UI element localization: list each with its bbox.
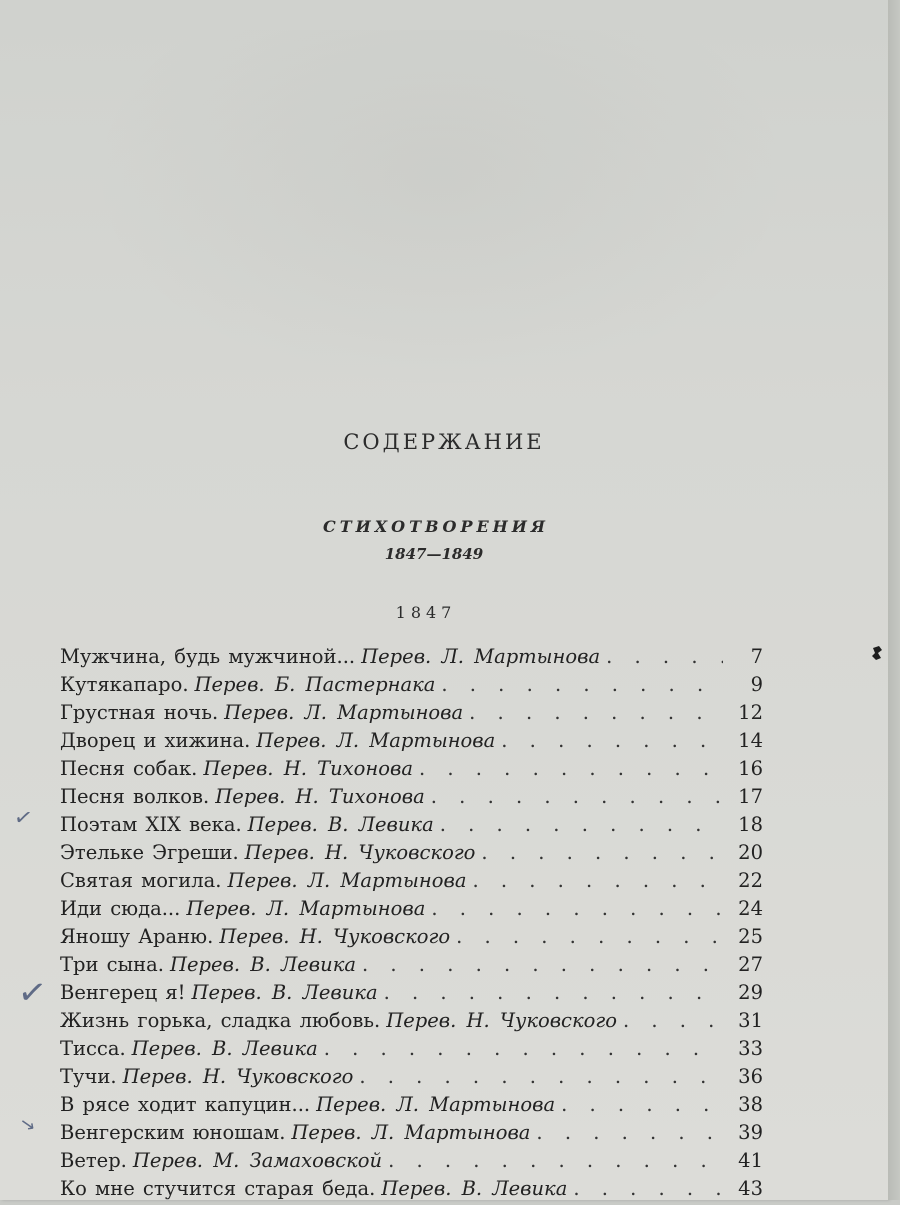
toc-entry-text <box>60 841 475 864</box>
toc-entry-translator: Перев. М. Замаховской <box>132 1149 383 1172</box>
dot-leader <box>388 1149 723 1172</box>
toc-entry <box>60 645 763 673</box>
toc-entry-title: Яношу Араню. <box>60 925 214 948</box>
toc-entry-text <box>60 1121 530 1144</box>
dot-leader <box>359 1065 723 1088</box>
table-of-contents <box>60 645 763 1205</box>
toc-entry <box>60 1177 763 1205</box>
toc-entry-translator: Перев. Л. Мартынова <box>316 1093 556 1116</box>
toc-entry <box>60 1121 763 1149</box>
toc-entry-title: Тисса. <box>60 1037 126 1060</box>
dot-leader <box>440 813 723 836</box>
toc-entry-page: 17 <box>738 785 763 808</box>
toc-entry <box>60 701 763 729</box>
dot-leader <box>469 701 723 724</box>
page-title: СОДЕРЖАНИЕ <box>343 430 545 454</box>
toc-entry-text <box>60 953 356 976</box>
toc-entry-title: Иди сюда... <box>60 897 181 920</box>
section-years: 1847—1849 <box>384 545 484 563</box>
dot-leader <box>384 981 723 1004</box>
toc-entry-translator: Перев. Б. Пастернака <box>194 673 436 696</box>
toc-entry-text <box>60 645 600 668</box>
toc-entry-title: Этельке Эгреши. <box>60 841 239 864</box>
toc-entry-text <box>60 673 435 696</box>
toc-entry-text <box>60 1093 555 1116</box>
year-heading: 1847 <box>395 603 457 622</box>
toc-entry-text <box>60 925 450 948</box>
dot-leader <box>501 729 723 752</box>
toc-entry-page: 36 <box>738 1065 763 1088</box>
toc-entry-page: 9 <box>750 673 763 696</box>
toc-entry-translator: Перев. Л. Мартынова <box>224 701 464 724</box>
toc-entry-page: 18 <box>738 813 763 836</box>
toc-entry-translator: Перев. В. Левика <box>169 953 356 976</box>
toc-entry <box>60 757 763 785</box>
page-edge <box>888 0 900 1200</box>
toc-entry-title: Три сына. <box>60 953 164 976</box>
dot-leader <box>472 869 723 892</box>
toc-entry-text <box>60 757 413 780</box>
toc-entry-page: 24 <box>738 897 763 920</box>
toc-entry-page: 12 <box>738 701 763 724</box>
toc-entry-text <box>60 729 495 752</box>
toc-entry-text <box>60 1037 318 1060</box>
toc-entry-title: Венгерским юношам. <box>60 1121 286 1144</box>
toc-entry <box>60 785 763 813</box>
toc-entry <box>60 841 763 869</box>
toc-entry-translator: Перев. В. Левика <box>247 813 434 836</box>
toc-entry-page: 25 <box>738 925 763 948</box>
dot-leader <box>431 785 723 808</box>
toc-entry-page: 31 <box>738 1009 763 1032</box>
dot-leader <box>623 1009 723 1032</box>
toc-entry-translator: Перев. Л. Мартынова <box>186 897 426 920</box>
pencil-tick-icon: ↘ <box>18 1112 37 1137</box>
dot-leader <box>481 841 723 864</box>
toc-entry-translator: Перев. Н. Чуковского <box>219 925 451 948</box>
toc-entry <box>60 953 763 981</box>
toc-entry-translator: Перев. В. Левика <box>381 1177 568 1200</box>
toc-entry-page: 41 <box>738 1149 763 1172</box>
dot-leader <box>324 1037 723 1060</box>
toc-entry-title: В рясе ходит капуцин... <box>60 1093 311 1116</box>
toc-entry-translator: Перев. Н. Чуковского <box>122 1065 354 1088</box>
toc-entry-page: 33 <box>738 1037 763 1060</box>
toc-entry-title: Мужчина, будь мужчиной... <box>60 645 356 668</box>
toc-entry-text <box>60 869 466 892</box>
toc-entry-page: 7 <box>750 645 763 668</box>
toc-entry-text <box>60 1149 382 1172</box>
dot-leader <box>456 925 723 948</box>
dot-leader <box>431 897 723 920</box>
section-title: СТИХОТВОРЕНИЯ <box>322 517 550 536</box>
toc-entry <box>60 925 763 953</box>
toc-entry-title: Тучи. <box>60 1065 117 1088</box>
toc-entry-title: Жизнь горька, сладка любовь. <box>60 1009 381 1032</box>
toc-entry-translator: Перев. В. Левика <box>191 981 378 1004</box>
toc-entry-text <box>60 1009 617 1032</box>
toc-entry-text <box>60 1065 353 1088</box>
toc-entry-page: 43 <box>738 1177 763 1200</box>
toc-entry-page: 20 <box>738 841 763 864</box>
toc-entry-page: 39 <box>738 1121 763 1144</box>
toc-entry-translator: Перев. Н. Чуковского <box>244 841 476 864</box>
toc-entry-page: 38 <box>738 1093 763 1116</box>
toc-entry-text <box>60 1177 567 1200</box>
toc-entry-page: 29 <box>738 981 763 1004</box>
dot-leader <box>606 645 723 668</box>
dot-leader <box>561 1093 723 1116</box>
toc-entry-page: 22 <box>738 869 763 892</box>
toc-entry-page: 27 <box>738 953 763 976</box>
toc-entry-text <box>60 981 378 1004</box>
toc-entry-title: Венгерец я! <box>60 981 186 1004</box>
toc-entry-translator: Перев. Л. Мартынова <box>227 869 467 892</box>
toc-entry <box>60 729 763 757</box>
dot-leader <box>536 1121 723 1144</box>
toc-entry <box>60 1037 763 1065</box>
dot-leader <box>419 757 723 780</box>
toc-entry-title: Святая могила. <box>60 869 222 892</box>
toc-entry-translator: Перев. В. Левика <box>131 1037 318 1060</box>
toc-entry-title: Кутякапаро. <box>60 673 189 696</box>
pencil-check-icon: ✓ <box>11 804 35 833</box>
toc-entry-translator: Перев. Л. Мартынова <box>256 729 496 752</box>
toc-entry-page: 14 <box>738 729 763 752</box>
toc-entry-title: Песня собак. <box>60 757 198 780</box>
toc-entry <box>60 1093 763 1121</box>
toc-entry-text <box>60 701 463 724</box>
toc-entry-title: Дворец и хижина. <box>60 729 251 752</box>
toc-entry-translator: Перев. Н. Тихонова <box>203 757 413 780</box>
toc-entry-translator: Перев. Л. Мартынова <box>291 1121 531 1144</box>
toc-entry-text <box>60 897 425 920</box>
toc-entry <box>60 1149 763 1177</box>
dot-leader <box>441 673 723 696</box>
toc-entry-text <box>60 813 434 836</box>
toc-entry-title: Поэтам XIX века. <box>60 813 242 836</box>
toc-entry <box>60 981 763 1009</box>
toc-entry-title: Ветер. <box>60 1149 127 1172</box>
toc-entry <box>60 1065 763 1093</box>
toc-entry <box>60 1009 763 1037</box>
toc-entry-title: Ко мне стучится старая беда. <box>60 1177 376 1200</box>
show-through-bleed <box>90 30 790 390</box>
pencil-check-icon: ✓ <box>15 971 50 1015</box>
toc-entry-title: Грустная ночь. <box>60 701 219 724</box>
toc-entry-page: 16 <box>738 757 763 780</box>
toc-entry <box>60 813 763 841</box>
toc-entry-text <box>60 785 425 808</box>
toc-entry-translator: Перев. Л. Мартынова <box>361 645 601 668</box>
toc-entry-translator: Перев. Н. Чуковского <box>386 1009 617 1032</box>
dot-leader <box>573 1177 723 1200</box>
toc-entry <box>60 673 763 701</box>
dot-leader <box>362 953 723 976</box>
toc-entry-title: Песня волков. <box>60 785 210 808</box>
ink-blot-icon <box>870 644 884 662</box>
toc-entry-translator: Перев. Н. Тихонова <box>215 785 425 808</box>
toc-entry <box>60 897 763 925</box>
toc-entry <box>60 869 763 897</box>
